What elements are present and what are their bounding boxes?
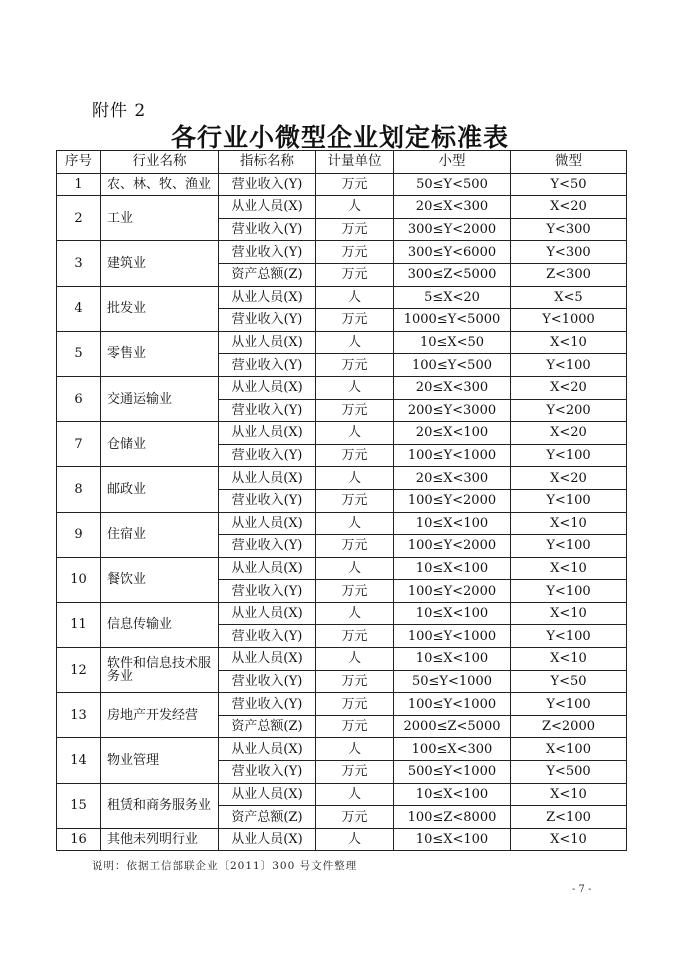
small-threshold-cell: 10≤X<100 <box>394 557 511 580</box>
micro-threshold-cell: X<20 <box>511 196 627 219</box>
micro-threshold-cell: Y<100 <box>511 354 627 377</box>
table-row <box>57 557 627 580</box>
micro-threshold-cell: X<10 <box>511 783 627 806</box>
unit-cell: 万元 <box>316 580 394 603</box>
row-number-cell: 8 <box>57 467 101 512</box>
unit-cell: 万元 <box>316 670 394 693</box>
row-number-cell: 3 <box>57 241 101 286</box>
micro-threshold-cell: Y<100 <box>511 535 627 558</box>
indicator-cell: 从业人员(X) <box>219 512 316 535</box>
indicator-cell: 从业人员(X) <box>219 648 316 671</box>
micro-threshold-cell: Z<100 <box>511 806 627 829</box>
small-threshold-cell: 500≤Y<1000 <box>394 761 511 784</box>
industry-cell: 邮政业 <box>101 467 219 512</box>
industry-cell: 物业管理 <box>101 738 219 783</box>
indicator-cell: 从业人员(X) <box>219 828 316 851</box>
indicator-cell: 营业收入(Y) <box>219 693 316 716</box>
micro-threshold-cell: X<10 <box>511 648 627 671</box>
table-row <box>57 331 627 354</box>
unit-cell: 人 <box>316 648 394 671</box>
table-row <box>57 783 627 806</box>
header-cell: 微型 <box>511 151 627 174</box>
indicator-cell: 营业收入(Y) <box>219 625 316 648</box>
indicator-cell: 从业人员(X) <box>219 286 316 309</box>
unit-cell: 万元 <box>316 761 394 784</box>
small-threshold-cell: 10≤X<100 <box>394 602 511 625</box>
small-threshold-cell: 100≤X<300 <box>394 738 511 761</box>
header-cell: 计量单位 <box>316 151 394 174</box>
row-number-cell: 1 <box>57 173 101 196</box>
row-number-cell: 16 <box>57 828 101 851</box>
row-number-cell: 13 <box>57 693 101 738</box>
table-row <box>57 467 627 490</box>
small-threshold-cell: 10≤X<100 <box>394 828 511 851</box>
indicator-cell: 营业收入(Y) <box>219 580 316 603</box>
header-cell: 序号 <box>57 151 101 174</box>
table-row <box>57 693 627 716</box>
row-number-cell: 7 <box>57 422 101 467</box>
small-threshold-cell: 100≤Y<1000 <box>394 693 511 716</box>
unit-cell: 万元 <box>316 625 394 648</box>
indicator-cell: 从业人员(X) <box>219 557 316 580</box>
micro-threshold-cell: X<20 <box>511 376 627 399</box>
row-number-cell: 12 <box>57 648 101 693</box>
table-row <box>57 241 627 264</box>
micro-threshold-cell: Y<200 <box>511 399 627 422</box>
micro-threshold-cell: X<10 <box>511 602 627 625</box>
attachment-label: 附件 2 <box>92 101 147 121</box>
table-row <box>57 196 627 219</box>
table-row <box>57 376 627 399</box>
industry-cell: 仓储业 <box>101 422 219 467</box>
unit-cell: 万元 <box>316 489 394 512</box>
header-cell: 指标名称 <box>219 151 316 174</box>
micro-threshold-cell: X<20 <box>511 422 627 445</box>
row-number-cell: 10 <box>57 557 101 602</box>
row-number-cell: 2 <box>57 196 101 241</box>
small-threshold-cell: 100≤Y<1000 <box>394 444 511 467</box>
micro-threshold-cell: Y<1000 <box>511 309 627 332</box>
indicator-cell: 资产总额(Z) <box>219 263 316 286</box>
micro-threshold-cell: Y<100 <box>511 489 627 512</box>
small-threshold-cell: 1000≤Y<5000 <box>394 309 511 332</box>
industry-cell: 餐饮业 <box>101 557 219 602</box>
industry-cell: 信息传输业 <box>101 602 219 647</box>
indicator-cell: 从业人员(X) <box>219 602 316 625</box>
indicator-cell: 从业人员(X) <box>219 783 316 806</box>
unit-cell: 人 <box>316 467 394 490</box>
indicator-cell: 营业收入(Y) <box>219 399 316 422</box>
unit-cell: 人 <box>316 828 394 851</box>
micro-threshold-cell: Y<100 <box>511 444 627 467</box>
small-threshold-cell: 100≤Y<1000 <box>394 625 511 648</box>
unit-cell: 人 <box>316 783 394 806</box>
indicator-cell: 营业收入(Y) <box>219 444 316 467</box>
unit-cell: 人 <box>316 422 394 445</box>
unit-cell: 万元 <box>316 241 394 264</box>
small-threshold-cell: 100≤Y<2000 <box>394 535 511 558</box>
micro-threshold-cell: Y<100 <box>511 580 627 603</box>
indicator-cell: 营业收入(Y) <box>219 354 316 377</box>
unit-cell: 万元 <box>316 354 394 377</box>
small-threshold-cell: 100≤Y<2000 <box>394 580 511 603</box>
unit-cell: 人 <box>316 376 394 399</box>
table-row <box>57 173 627 196</box>
micro-threshold-cell: X<5 <box>511 286 627 309</box>
row-number-cell: 15 <box>57 783 101 828</box>
row-number-cell: 6 <box>57 376 101 421</box>
small-threshold-cell: 20≤X<300 <box>394 196 511 219</box>
small-threshold-cell: 10≤X<50 <box>394 331 511 354</box>
unit-cell: 万元 <box>316 693 394 716</box>
table-row <box>57 602 627 625</box>
unit-cell: 人 <box>316 738 394 761</box>
indicator-cell: 从业人员(X) <box>219 331 316 354</box>
indicator-cell: 营业收入(Y) <box>219 218 316 241</box>
unit-cell: 万元 <box>316 263 394 286</box>
industry-cell: 建筑业 <box>101 241 219 286</box>
row-number-cell: 4 <box>57 286 101 331</box>
unit-cell: 万元 <box>316 173 394 196</box>
table-body <box>57 173 627 851</box>
industry-cell: 批发业 <box>101 286 219 331</box>
unit-cell: 万元 <box>316 218 394 241</box>
indicator-cell: 营业收入(Y) <box>219 241 316 264</box>
indicator-cell: 营业收入(Y) <box>219 173 316 196</box>
small-threshold-cell: 300≤Y<2000 <box>394 218 511 241</box>
table-row <box>57 738 627 761</box>
table-row <box>57 512 627 535</box>
table-row <box>57 286 627 309</box>
small-threshold-cell: 100≤Y<500 <box>394 354 511 377</box>
indicator-cell: 资产总额(Z) <box>219 715 316 738</box>
small-threshold-cell: 300≤Z<5000 <box>394 263 511 286</box>
industry-cell: 其他未列明行业 <box>101 828 219 851</box>
micro-threshold-cell: Y<50 <box>511 670 627 693</box>
row-number-cell: 11 <box>57 602 101 647</box>
micro-threshold-cell: Y<50 <box>511 173 627 196</box>
micro-threshold-cell: Y<300 <box>511 241 627 264</box>
indicator-cell: 营业收入(Y) <box>219 535 316 558</box>
small-threshold-cell: 20≤X<300 <box>394 467 511 490</box>
micro-threshold-cell: Z<300 <box>511 263 627 286</box>
micro-threshold-cell: Y<300 <box>511 218 627 241</box>
unit-cell: 人 <box>316 196 394 219</box>
row-number-cell: 14 <box>57 738 101 783</box>
table-row <box>57 648 627 671</box>
unit-cell: 人 <box>316 602 394 625</box>
small-threshold-cell: 20≤X<300 <box>394 376 511 399</box>
table-row <box>57 828 627 851</box>
indicator-cell: 营业收入(Y) <box>219 309 316 332</box>
row-number-cell: 9 <box>57 512 101 557</box>
small-threshold-cell: 100≤Z<8000 <box>394 806 511 829</box>
page-title: 各行业小微型企业划定标准表 <box>170 123 509 152</box>
table-row <box>57 422 627 445</box>
industry-cell: 农、林、牧、渔业 <box>101 173 219 196</box>
indicator-cell: 资产总额(Z) <box>219 806 316 829</box>
micro-threshold-cell: X<10 <box>511 331 627 354</box>
industry-cell: 住宿业 <box>101 512 219 557</box>
industry-cell: 房地产开发经营 <box>101 693 219 738</box>
micro-threshold-cell: Y<100 <box>511 693 627 716</box>
industry-cell: 软件和信息技术服务业 <box>101 648 219 693</box>
micro-threshold-cell: X<100 <box>511 738 627 761</box>
micro-threshold-cell: X<10 <box>511 512 627 535</box>
small-threshold-cell: 10≤X<100 <box>394 783 511 806</box>
industry-cell: 零售业 <box>101 331 219 376</box>
micro-threshold-cell: Y<100 <box>511 625 627 648</box>
unit-cell: 万元 <box>316 399 394 422</box>
small-threshold-cell: 300≤Y<6000 <box>394 241 511 264</box>
unit-cell: 万元 <box>316 309 394 332</box>
table-header-row <box>57 151 627 174</box>
indicator-cell: 从业人员(X) <box>219 467 316 490</box>
unit-cell: 人 <box>316 512 394 535</box>
industry-cell: 工业 <box>101 196 219 241</box>
unit-cell: 万元 <box>316 715 394 738</box>
indicator-cell: 营业收入(Y) <box>219 761 316 784</box>
industry-cell: 交通运输业 <box>101 376 219 421</box>
indicator-cell: 从业人员(X) <box>219 738 316 761</box>
page-number: - 7 - <box>572 884 592 895</box>
micro-threshold-cell: X<20 <box>511 467 627 490</box>
small-threshold-cell: 20≤X<100 <box>394 422 511 445</box>
small-threshold-cell: 10≤X<100 <box>394 648 511 671</box>
unit-cell: 万元 <box>316 535 394 558</box>
micro-threshold-cell: X<10 <box>511 828 627 851</box>
micro-threshold-cell: Z<2000 <box>511 715 627 738</box>
header-cell: 行业名称 <box>101 151 219 174</box>
unit-cell: 人 <box>316 331 394 354</box>
small-threshold-cell: 10≤X<100 <box>394 512 511 535</box>
indicator-cell: 从业人员(X) <box>219 196 316 219</box>
unit-cell: 人 <box>316 286 394 309</box>
small-threshold-cell: 50≤Y<500 <box>394 173 511 196</box>
small-threshold-cell: 100≤Y<2000 <box>394 489 511 512</box>
small-threshold-cell: 2000≤Z<5000 <box>394 715 511 738</box>
unit-cell: 万元 <box>316 444 394 467</box>
micro-threshold-cell: X<10 <box>511 557 627 580</box>
unit-cell: 万元 <box>316 806 394 829</box>
unit-cell: 人 <box>316 557 394 580</box>
small-threshold-cell: 5≤X<20 <box>394 286 511 309</box>
header-cell: 小型 <box>394 151 511 174</box>
indicator-cell: 营业收入(Y) <box>219 489 316 512</box>
small-threshold-cell: 50≤Y<1000 <box>394 670 511 693</box>
indicator-cell: 从业人员(X) <box>219 376 316 399</box>
small-threshold-cell: 200≤Y<3000 <box>394 399 511 422</box>
standards-table <box>56 150 627 851</box>
footnote: 说明：依据工信部联企业〔2011〕300 号文件整理 <box>92 860 358 872</box>
industry-cell: 租赁和商务服务业 <box>101 783 219 828</box>
row-number-cell: 5 <box>57 331 101 376</box>
indicator-cell: 营业收入(Y) <box>219 670 316 693</box>
micro-threshold-cell: Y<500 <box>511 761 627 784</box>
indicator-cell: 从业人员(X) <box>219 422 316 445</box>
